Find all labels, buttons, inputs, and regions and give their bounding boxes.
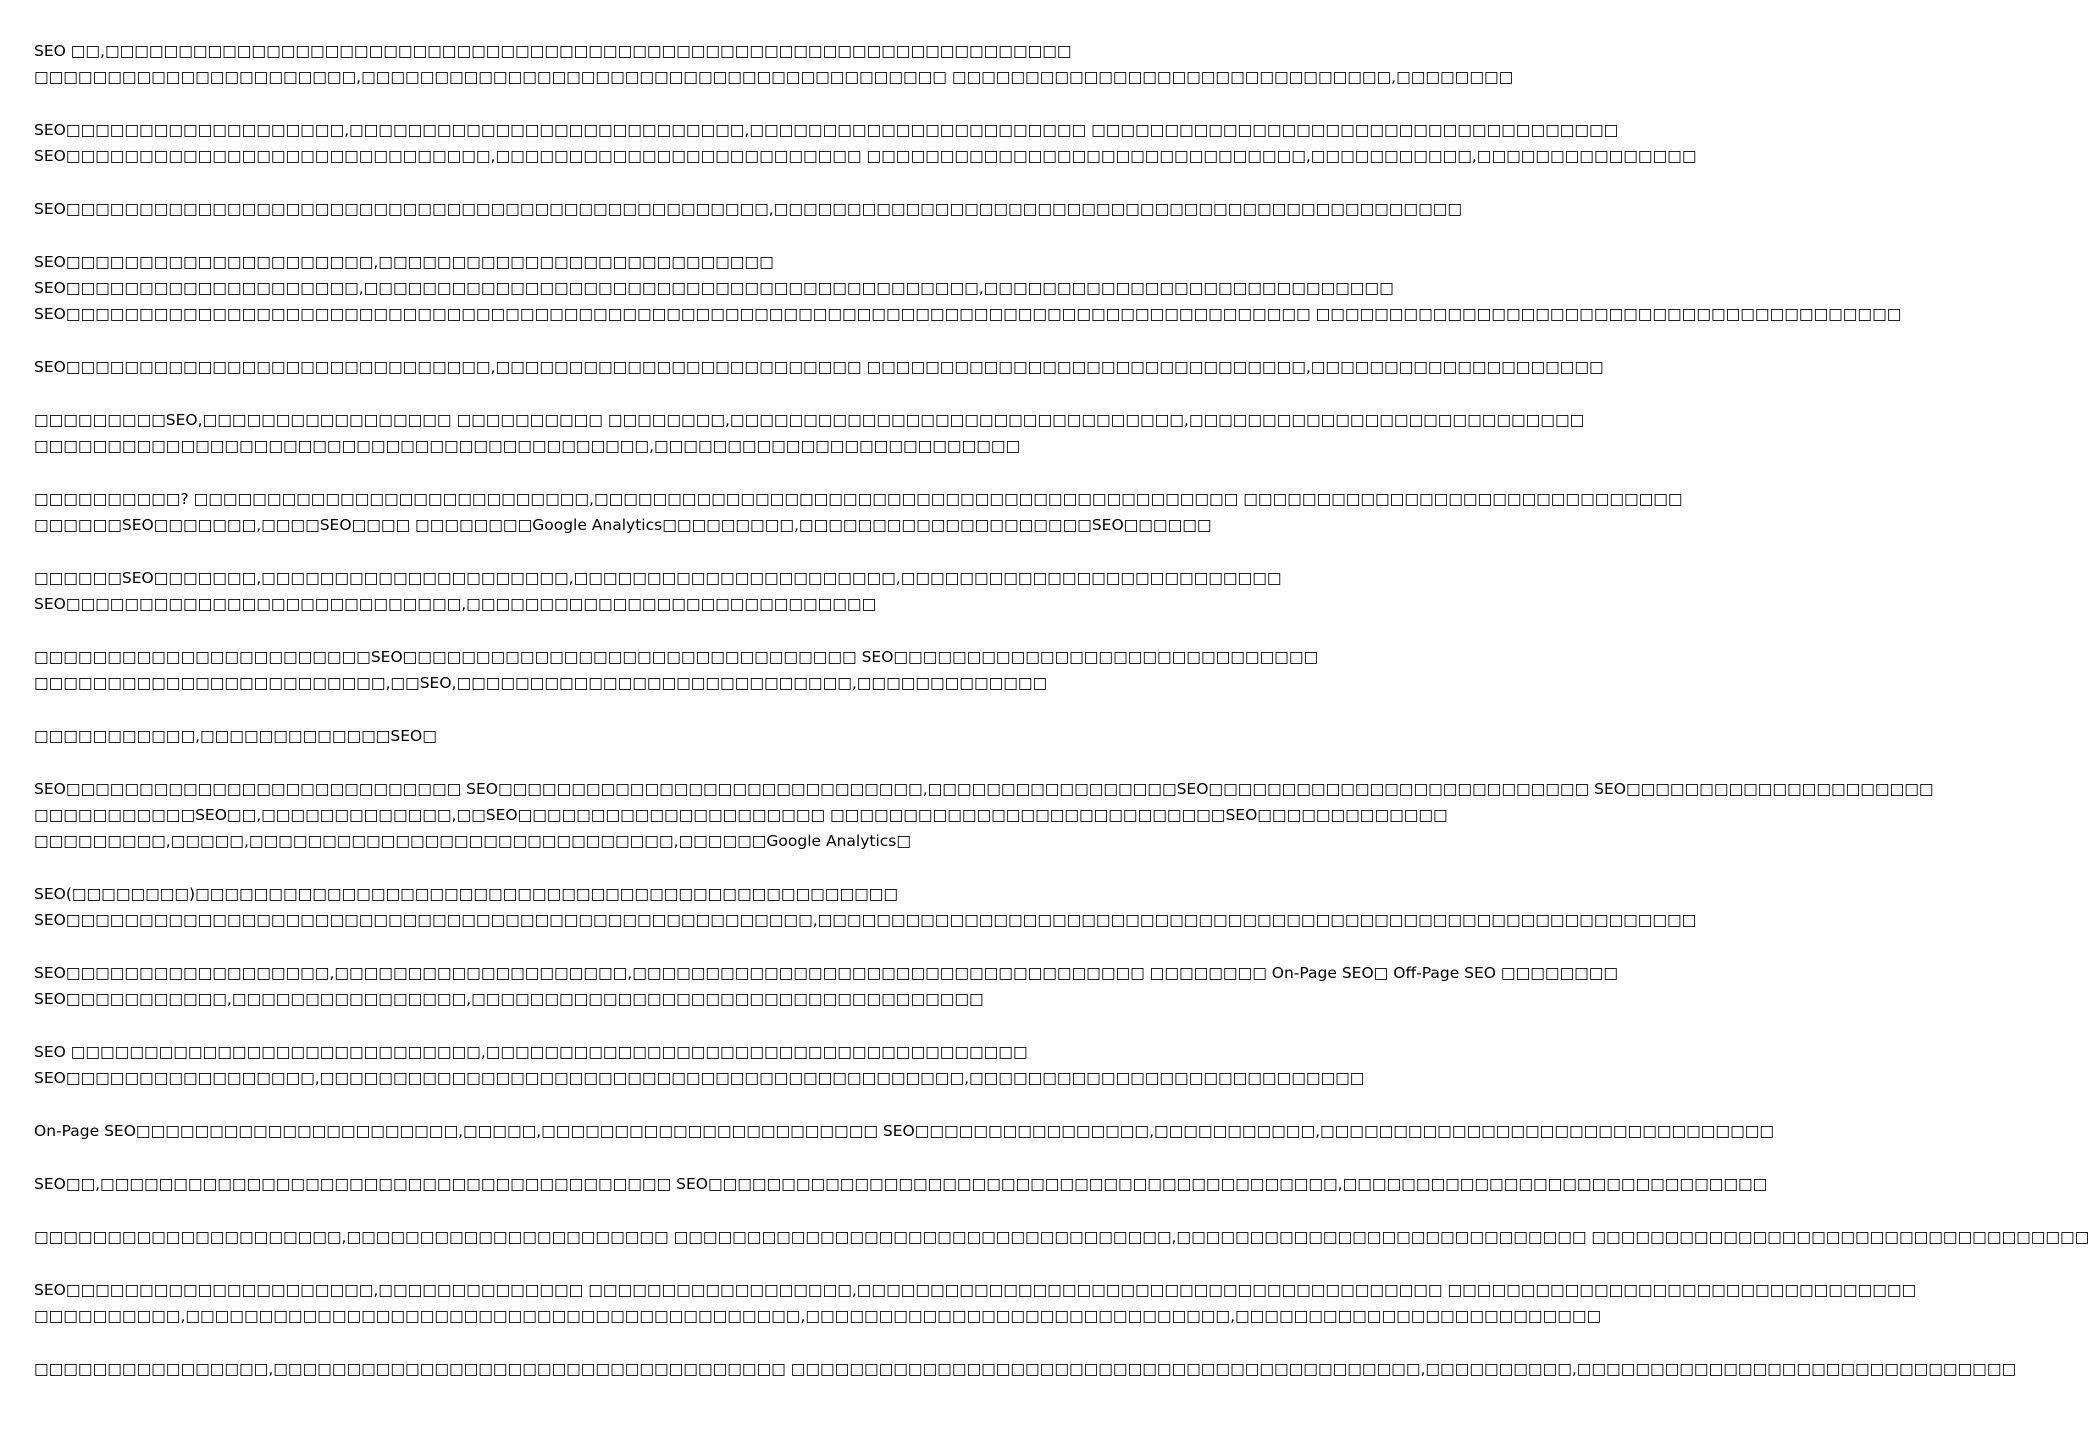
paragraph-1 [34,38,1514,90]
document-body [34,38,2089,1409]
text-line: □□□□□□□□□□□□□□□□□□□□□,□□□□□□□□□□□□□□□□□□□□□□ □□□□□□□□□□□□□□□□□□□□□□□□□□□□□□□□□□,□□□□□□□□□□□□□□□□□□□□□□□□□□□□ □□□□□□□□□□□□□□□□□□□□□□□□□□□□□□□□□□ [34,1228,2089,1246]
paragraph-5 [34,354,1604,380]
text-line: □□□□□□□□□□□□□□□□□□□□□□□□□□□□□□□□□□□□□□□□□□,□□□□□□□□□□□□□□□□□□□□□□□□□ [34,437,1021,455]
paragraph-6 [34,407,1585,459]
paragraph-15 [34,1118,1775,1144]
text-line: SEO□□□□□□□□□□□□□□□□□□□□□,□□□□□□□□□□□□□□□□□□□□□□□□□□□ [34,253,774,271]
text-line: On-Page SEO□□□□□□□□□□□□□□□□□□□□□□,□□□□□,□□□□□□□□□□□□□□□□□□□□□□□ SEO□□□□□□□□□□□□□□□□,□□□□□□□□□□□,□□□□□□□□□□□□□□□□□□□□□□□□□□□□□□□ [34,1122,1775,1140]
text-line: SEO□□□□□□□□□□□□□□□□□□□□□□□□□□□□□□□□□□□□□□□□□□□□□□□□□□□□□□□□□□□□□□□□□□□□□□□□□□□□□□□□□□□□□ □□□□□□□□□□□□□□□□□□□□□□□□□□□□□□□□□□□□□□□□ [34,305,1902,323]
paragraph-3 [34,196,1463,222]
text-line: □□□□□□□□□□□□□□□□□□□□□□□SEO□□□□□□□□□□□□□□□□□□□□□□□□□□□□□□□ SEO□□□□□□□□□□□□□□□□□□□□□□□□□□□□□ [34,648,1319,666]
text-line: □□□□□□SEO□□□□□□□,□□□□□□□□□□□□□□□□□□□□□,□□□□□□□□□□□□□□□□□□□□□□,□□□□□□□□□□□□□□□□□□□□□□□□□□ [34,569,1282,587]
paragraph-16 [34,1171,1768,1197]
text-line: SEO □□□□□□□□□□□□□□□□□□□□□□□□□□□□,□□□□□□□□□□□□□□□□□□□□□□□□□□□□□□□□□□□□□ [34,1043,1028,1061]
paragraph-2 [34,117,1697,169]
text-line: □□□□□□□□□□□SEO□□,□□□□□□□□□□□□□,□□SEO□□□□□□□□□□□□□□□□□□□□□ □□□□□□□□□□□□□□□□□□□□□□□□□□□SEO□□□□□□□□□□□□□ [34,806,1448,824]
paragraph-13 [34,960,1619,1012]
text-line: SEO□□□□□□□□□□□□□□□□□□□□□□□□□□□□□□□□□□□□□□□□□□□□□□□□,□□□□□□□□□□□□□□□□□□□□□□□□□□□□□□□□□□□□□□□□□□□□□□□ [34,200,1463,218]
text-line: □□□□□□□□□□,□□□□□□□□□□□□□□□□□□□□□□□□□□□□□□□□□□□□□□□□□□,□□□□□□□□□□□□□□□□□□□□□□□□□□□□□,□□□□□□□□□□□□□□□□□□□□□□□□□ [34,1307,1602,1325]
text-line: SEO□□,□□□□□□□□□□□□□□□□□□□□□□□□□□□□□□□□□□□□□□□ SEO□□□□□□□□□□□□□□□□□□□□□□□□□□□□□□□□□□□□□□□□□□□,□□□□□□□□□□□□□□□□□□□□□□□□□□□□□ [34,1175,1768,1193]
text-line: SEO□□□□□□□□□□□□□□□□□□□□□□□□□□□□□,□□□□□□□□□□□□□□□□□□□□□□□□□ □□□□□□□□□□□□□□□□□□□□□□□□□□□□□□,□□□□□□□□□□□,□□□□□□□□□□□□□□□ [34,147,1697,165]
text-line: □□□□□□□□□,□□□□□,□□□□□□□□□□□□□□□□□□□□□□□□□□□□□,□□□□□□Google Analytics□ [34,832,911,850]
paragraph-10 [34,723,994,749]
text-line: SEO□□□□□□□□□□□□□□□□□□□□□□□□□□□□□,□□□□□□□□□□□□□□□□□□□□□□□□□ □□□□□□□□□□□□□□□□□□□□□□□□□□□□□□,□□□□□□□□□□□□□□□□□□□□ [34,358,1604,376]
paragraph-11 [34,776,1934,854]
paragraph-4 [34,249,1902,327]
text-line: □□□□□□□□□□□,□□□□□□□□□□□□□SEO□ [34,727,437,745]
paragraph-8 [34,565,1282,617]
paragraph-19 [34,1356,2017,1382]
paragraph-9 [34,644,1319,696]
text-line: SEO□□□□□□□□□□□,□□□□□□□□□□□□□□□□,□□□□□□□□□□□□□□□□□□□□□□□□□□□□□□□□□□□ [34,990,984,1008]
text-line: SEO □□,□□□□□□□□□□□□□□□□□□□□□□□□□□□□□□□□□□□□□□□□□□□□□□□□□□□□□□□□□□□□□□□□□□ [34,42,1072,60]
paragraph-7 [34,486,1683,538]
text-line: □□□□□□□□□□□□□□□□,□□□□□□□□□□□□□□□□□□□□□□□□□□□□□□□□□□□ □□□□□□□□□□□□□□□□□□□□□□□□□□□□□□□□□□□□□□□□□□□,□□□□□□□□□□,□□□□□□□□□□□□□□□□□□□□□□□□□□□□□□ [34,1360,2017,1378]
paragraph-14 [34,1039,1365,1091]
text-line: □□□□□□SEO□□□□□□□,□□□□SEO□□□□ □□□□□□□□Google Analytics□□□□□□□□□,□□□□□□□□□□□□□□□□□□□□SEO□□□□□□ [34,516,1212,534]
text-line: □□□□□□□□□□□□□□□□□□□□□□□□,□□SEO,□□□□□□□□□□□□□□□□□□□□□□□□□□□,□□□□□□□□□□□□□ [34,674,1048,692]
text-line: □□□□□□□□□□□□□□□□□□□□□□,□□□□□□□□□□□□□□□□□□□□□□□□□□□□□□□□□□□□□□□□ □□□□□□□□□□□□□□□□□□□□□□□□□□□□□□,□□□□□□□□ [34,68,1514,86]
text-line: SEO□□□□□□□□□□□□□□□□□□□□□□□□□□□,□□□□□□□□□□□□□□□□□□□□□□□□□□□□ [34,595,877,613]
paragraph-17 [34,1224,2089,1250]
text-line: SEO□□□□□□□□□□□□□□□□□□□□□,□□□□□□□□□□□□□□ □□□□□□□□□□□□□□□□□□,□□□□□□□□□□□□□□□□□□□□□□□□□□□□□□□□□□□□□□□□ □□□□□□□□□□□□□□□□□□□□□□□□□□□□□□□□ [34,1281,1917,1299]
paragraph-12 [34,881,1697,933]
text-line: SEO□□□□□□□□□□□□□□□□□□□,□□□□□□□□□□□□□□□□□□□□□□□□□□□,□□□□□□□□□□□□□□□□□□□□□□□ □□□□□□□□□□□□□□□□□□□□□□□□□□□□□□□□□□□□ [34,121,1619,139]
text-line: □□□□□□□□□SEO,□□□□□□□□□□□□□□□□□ □□□□□□□□□□ □□□□□□□□,□□□□□□□□□□□□□□□□□□□□□□□□□□□□□□□,□□□□□□□□□□□□□□□□□□□□□□□□□□□ [34,411,1585,429]
text-line: SEO□□□□□□□□□□□□□□□□□□□□□□□□□□□ SEO□□□□□□□□□□□□□□□□□□□□□□□□□□□□□,□□□□□□□□□□□□□□□□□SEO□□□□□□□□□□□□□□□□□□□□□□□□□□ SEO□□□□□□□□□□□□□□□□□□□□□ [34,780,1934,798]
text-line: SEO□□□□□□□□□□□□□□□□□□□□□□□□□□□□□□□□□□□□□□□□□□□□□□□□□□□,□□□□□□□□□□□□□□□□□□□□□□□□□□□□□□□□□□□□□□□□□□□□□□□□□□□□□□□□□□□□ [34,911,1697,929]
paragraph-18 [34,1277,1917,1329]
text-line: SEO(□□□□□□□□)□□□□□□□□□□□□□□□□□□□□□□□□□□□□□□□□□□□□□□□□□□□□□□□□ [34,885,899,903]
text-line: SEO□□□□□□□□□□□□□□□□□□,□□□□□□□□□□□□□□□□□□□□,□□□□□□□□□□□□□□□□□□□□□□□□□□□□□□□□□□□ □□□□□□□□ On-Page SEO□ Off-Page SEO □□□□□□□□ [34,964,1619,982]
text-line: SEO□□□□□□□□□□□□□□□□□□□□,□□□□□□□□□□□□□□□□□□□□□□□□□□□□□□□□□□□□□□□□□□,□□□□□□□□□□□□□□□□□□□□□□□□□□□□ [34,279,1394,297]
text-line: □□□□□□□□□□? □□□□□□□□□□□□□□□□□□□□□□□□□□□,□□□□□□□□□□□□□□□□□□□□□□□□□□□□□□□□□□□□□□□□□□□□ □□□□□□□□□□□□□□□□□□□□□□□□□□□□□□ [34,490,1683,508]
text-line: SEO□□□□□□□□□□□□□□□□□,□□□□□□□□□□□□□□□□□□□□□□□□□□□□□□□□□□□□□□□□□□□□,□□□□□□□□□□□□□□□□□□□□□□□□□□□ [34,1069,1365,1087]
